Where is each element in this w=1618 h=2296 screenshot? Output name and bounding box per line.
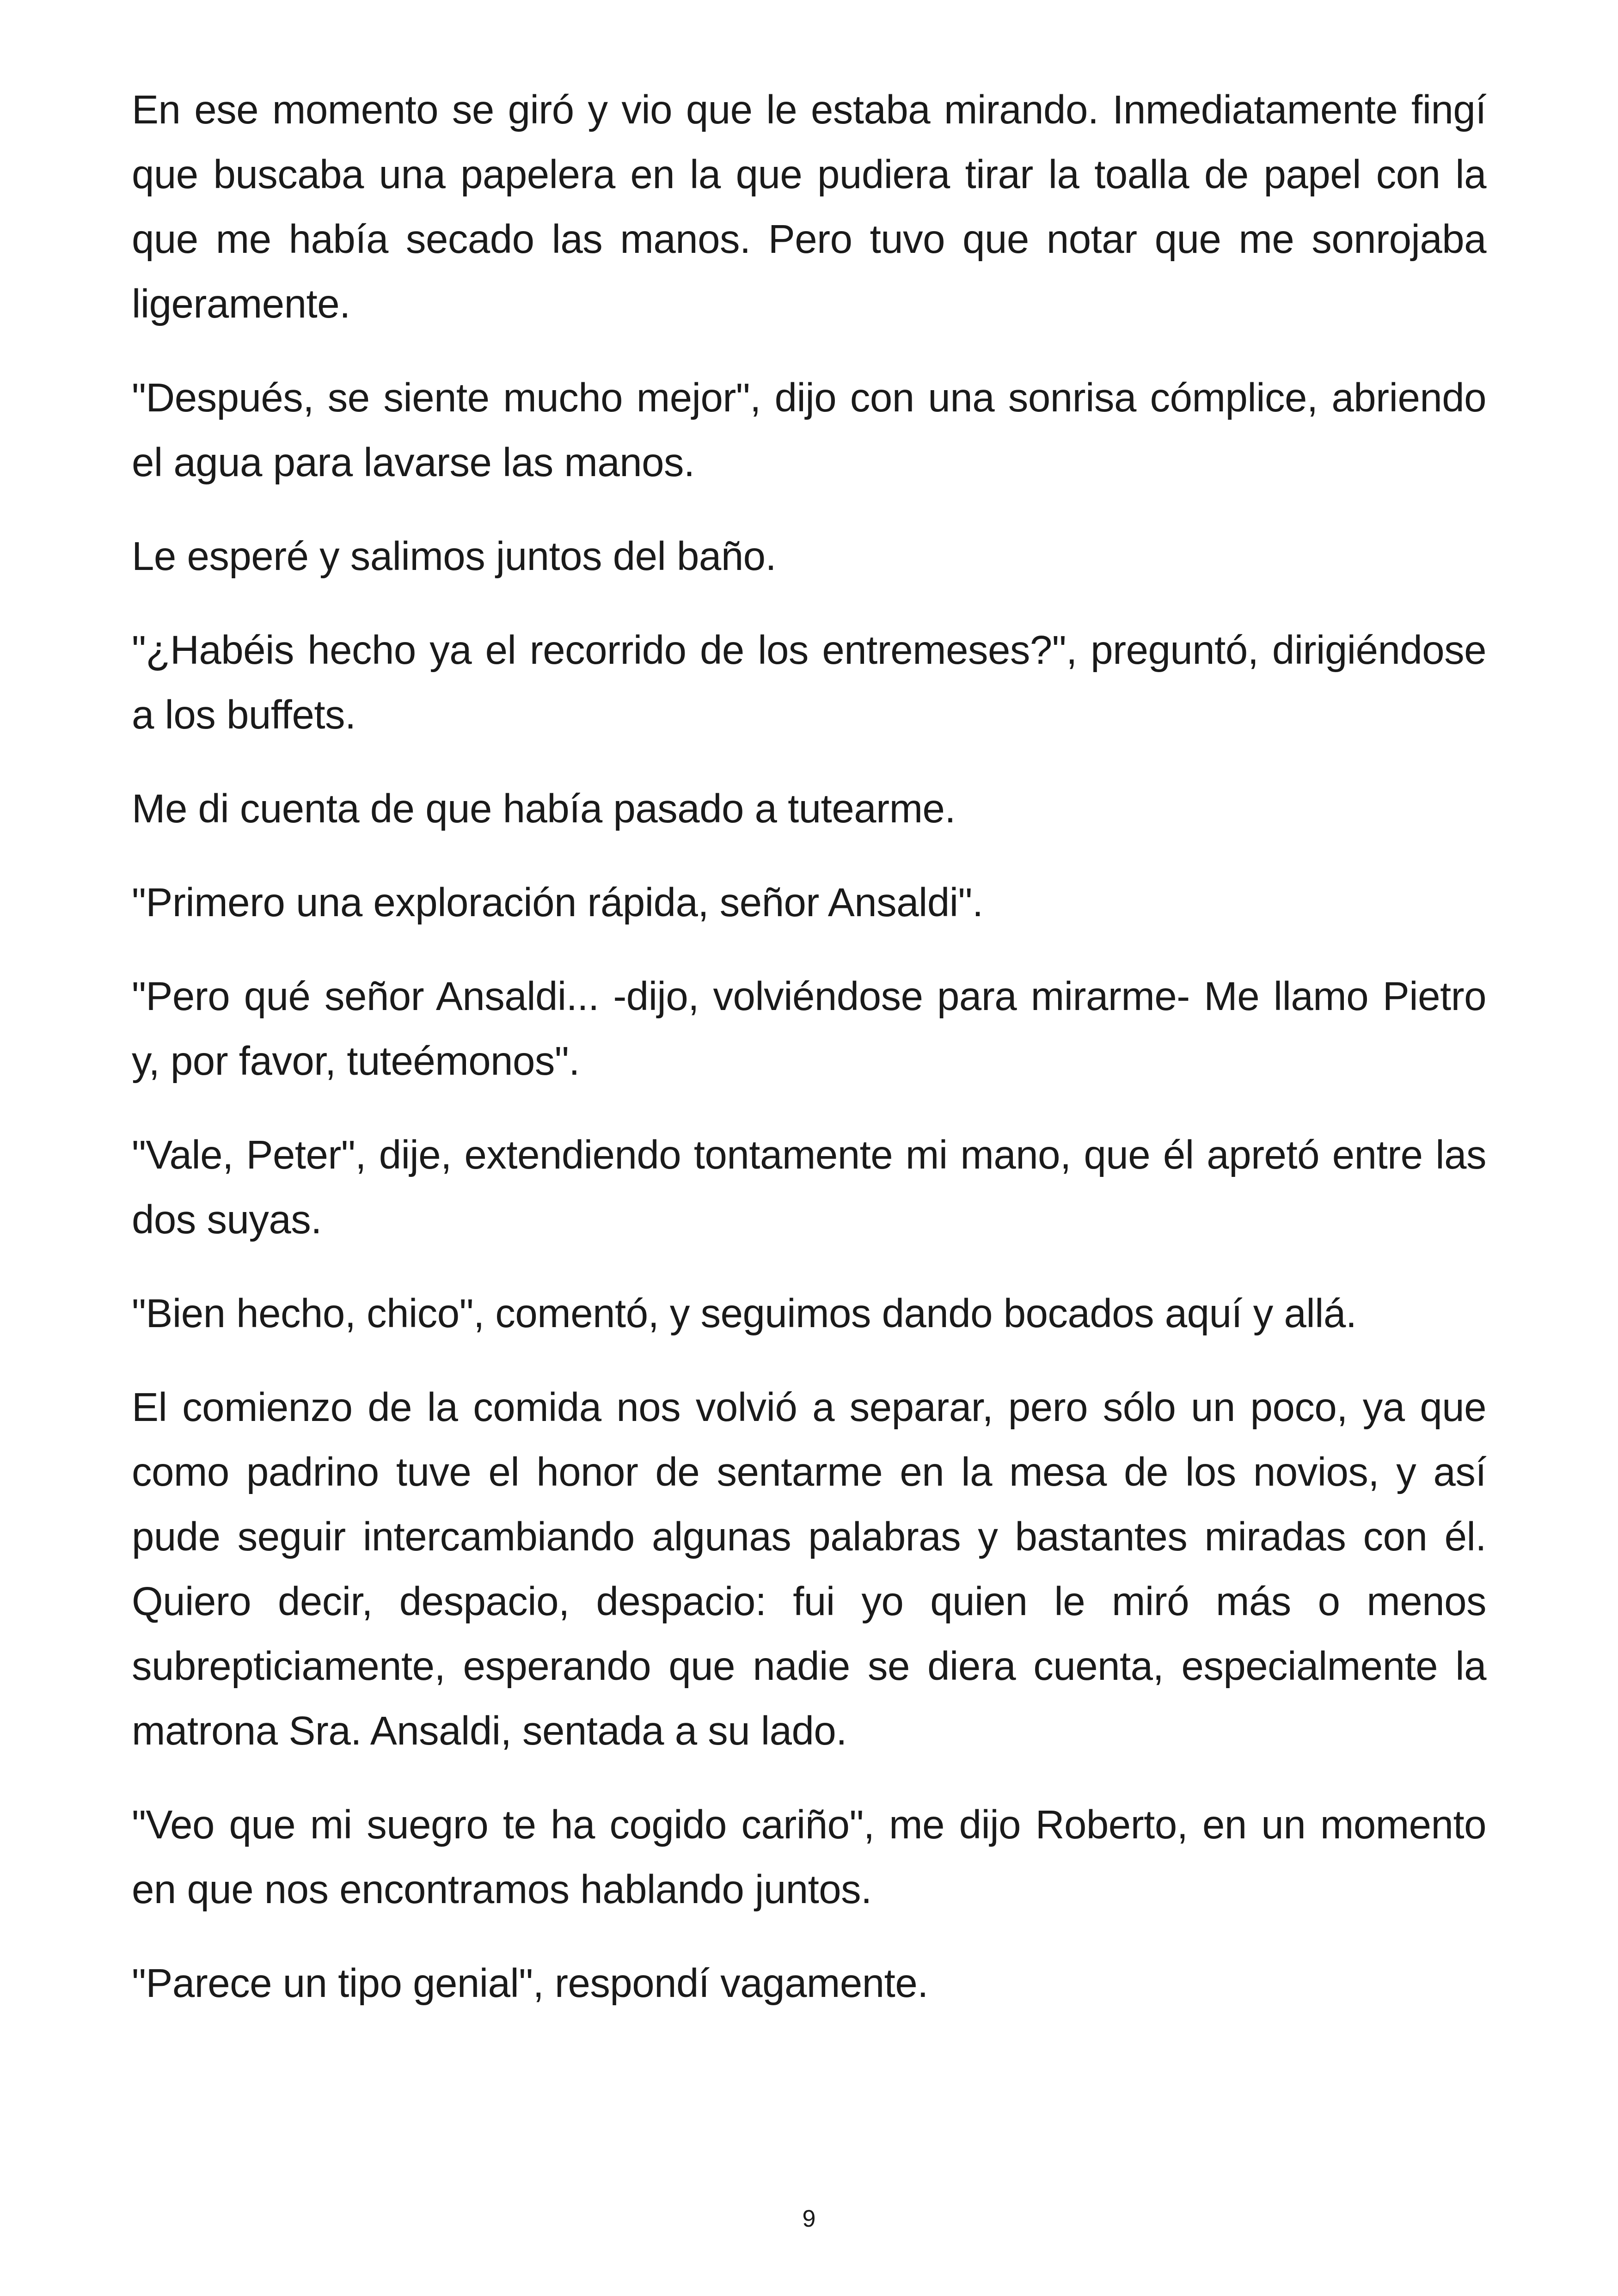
paragraph: Le esperé y salimos juntos del baño.: [132, 534, 777, 579]
paragraph: "Después, se siente mucho mejor", dijo con una sonrisa cómplice, abriendo el agua para lavarse las manos.: [132, 375, 1486, 485]
paragraph: "¿Habéis hecho ya el recorrido de los entremeses?", preguntó, dirigiéndose a los buffets.: [132, 628, 1486, 737]
paragraph: "Veo que mi suegro te ha cogido cariño", me dijo Roberto, en un momento en que nos encontramos hablando juntos.: [132, 1802, 1486, 1912]
paragraph: "Primero una exploración rápida, señor Ansaldi".: [132, 880, 983, 925]
paragraph: "Vale, Peter", dije, extendiendo tontamente mi mano, que él apretó entre las dos suyas.: [132, 1133, 1486, 1242]
paragraph: Me di cuenta de que había pasado a tutearme.: [132, 786, 956, 831]
paragraph: "Bien hecho, chico", comentó, y seguimos dando bocados aquí y allá.: [132, 1291, 1357, 1336]
paragraph: El comienzo de la comida nos volvió a separar, pero sólo un poco, ya que como padrino tuve el honor de sentarme en la mesa de los novios, y así pude seguir intercambiando algunas palabras y bastantes miradas con él. Quiero decir, despacio, despacio: fui yo quien le miró más o menos subrepticiamente, esperando que nadie se diera cuenta, especialmente la matrona Sra. Ansaldi, sentada a su lado.: [132, 1385, 1486, 1753]
paragraph: En ese momento se giró y vio que le estaba mirando. Inmediatamente fingí que buscaba una papelera en la que pudiera tirar la toalla de papel con la que me había secado las manos. Pero tuvo que notar que me sonrojaba ligeramente.: [132, 87, 1486, 326]
paragraph: "Pero qué señor Ansaldi... -dijo, volviéndose para mirarme- Me llamo Pietro y, por favor, tuteémonos".: [132, 974, 1486, 1084]
paragraph: "Parece un tipo genial", respondí vagamente.: [132, 1961, 928, 2006]
body-text: [132, 78, 1486, 2045]
page-number: 9: [802, 2205, 816, 2232]
